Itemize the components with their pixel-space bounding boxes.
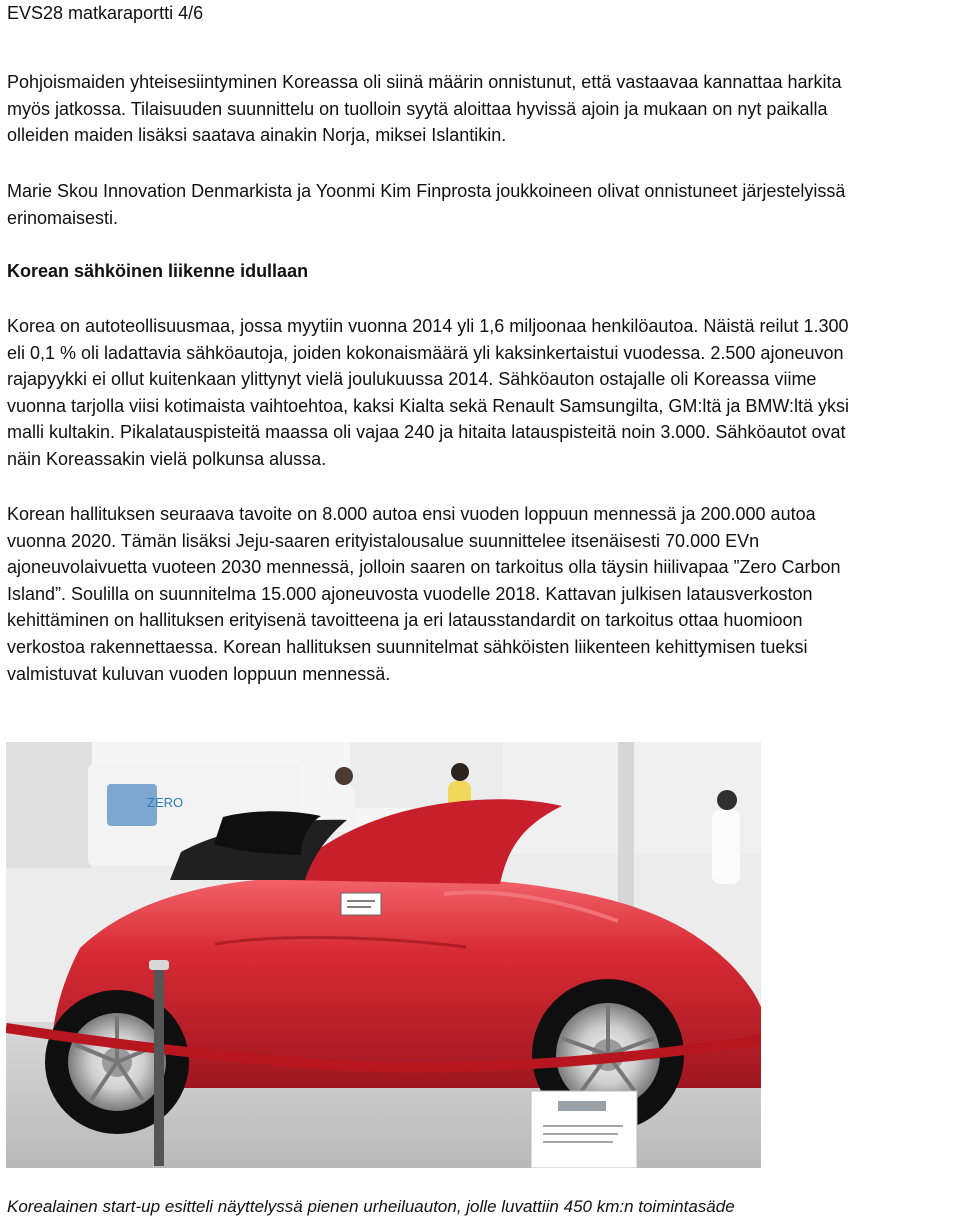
red-sports-car-illustration	[6, 742, 761, 1168]
booth-glass-panel	[350, 742, 502, 808]
ev-market-paragraph: Korea on autoteollisuusmaa, jossa myytiin vuonna 2014 yli 1,6 miljoonaa henkilöautoa. Näistä reilut 1.300 eli 0,1 % oli ladattavia sähköautoja, joiden kokonaismäärä yli kaksinkertaistui vuodessa. 2.500 ajoneuvon rajapyykki ei ollut kuitenkaan ylittynyt vielä joulukuussa 2014. Sähköauton ostajalle oli Koreassa viime vuonna tarjolla viisi kotimaista vaihtoehtoa, kaksi Kialta sekä Renault Samsungilta, GM:ltä ja BMW:ltä yksi malli kultakin. Pikalatauspisteitä maassa oli vajaa 240 ja hitaita latauspisteitä noin 3.000. Sähköautot ovat näin Koreassakin vielä polkunsa alussa.	[7, 316, 850, 469]
barrier-post	[154, 964, 164, 1166]
left-booth-panel	[6, 742, 92, 868]
zero-sign-text: ZERO	[147, 795, 184, 810]
intro-paragraph: Pohjoismaiden yhteisesiintyminen Koreassa oli siinä määrin onnistunut, että vastaavaa kannattaa harkita myös jatkossa. Tilaisuuden suunnittelu on tuolloin syytä aloittaa hyvissä ajoin ja mukaan on nyt paikalla olleiden maiden lisäksi saatava ainakin Norja, miksei Islantikin.	[7, 72, 842, 146]
visitor-head	[451, 763, 469, 781]
visitor-head	[335, 767, 353, 785]
section-heading: Korean sähköinen liikenne idullaan	[7, 261, 309, 281]
barrier-post-top	[149, 960, 169, 970]
organizers-paragraph: Marie Skou Innovation Denmarkista ja Yoonmi Kim Finprosta joukkoineen olivat onnistuneet järjestelyissä erinomaisesti.	[7, 181, 846, 228]
visitor-body	[712, 810, 740, 884]
page-header: EVS28 matkaraportti 4/6	[7, 3, 204, 23]
photo-caption: Korealainen start-up esitteli näyttelyssä pienen urheiluauton, jolle luvattiin 450 km:n toimintasäde	[7, 1197, 735, 1216]
window-sticker	[341, 893, 381, 915]
info-board-logo	[558, 1101, 606, 1111]
booth-column	[618, 742, 634, 922]
visitor-head	[717, 790, 737, 810]
exhibition-photo	[6, 742, 761, 1168]
government-goals-paragraph: Korean hallituksen seuraava tavoite on 8.000 autoa ensi vuoden loppuun mennessä ja 200.000 autoa vuonna 2020. Tämän lisäksi Jeju-saaren erityistalousalue suunnittelee itsenäisesti 70.000 EVn ajoneuvolaivuetta vuoteen 2030 mennessä, jolloin saaren on tarkoitus olla täysin hiilivapaa ”Zero Carbon Island”. Soulilla on suunnitelma 15.000 ajoneuvosta vuodelle 2018. Kattavan julkisen latausverkoston kehittäminen on hallituksen erityisenä tavoitteena ja eri latausstandardit on tarkoitus ottaa huomioon verkostoa rakennettaessa. Korean hallituksen suunnitelmat sähköisten liikenteen kehittymisen tueksi valmistuvat kuluvan vuoden loppuun mennessä.	[7, 504, 841, 684]
